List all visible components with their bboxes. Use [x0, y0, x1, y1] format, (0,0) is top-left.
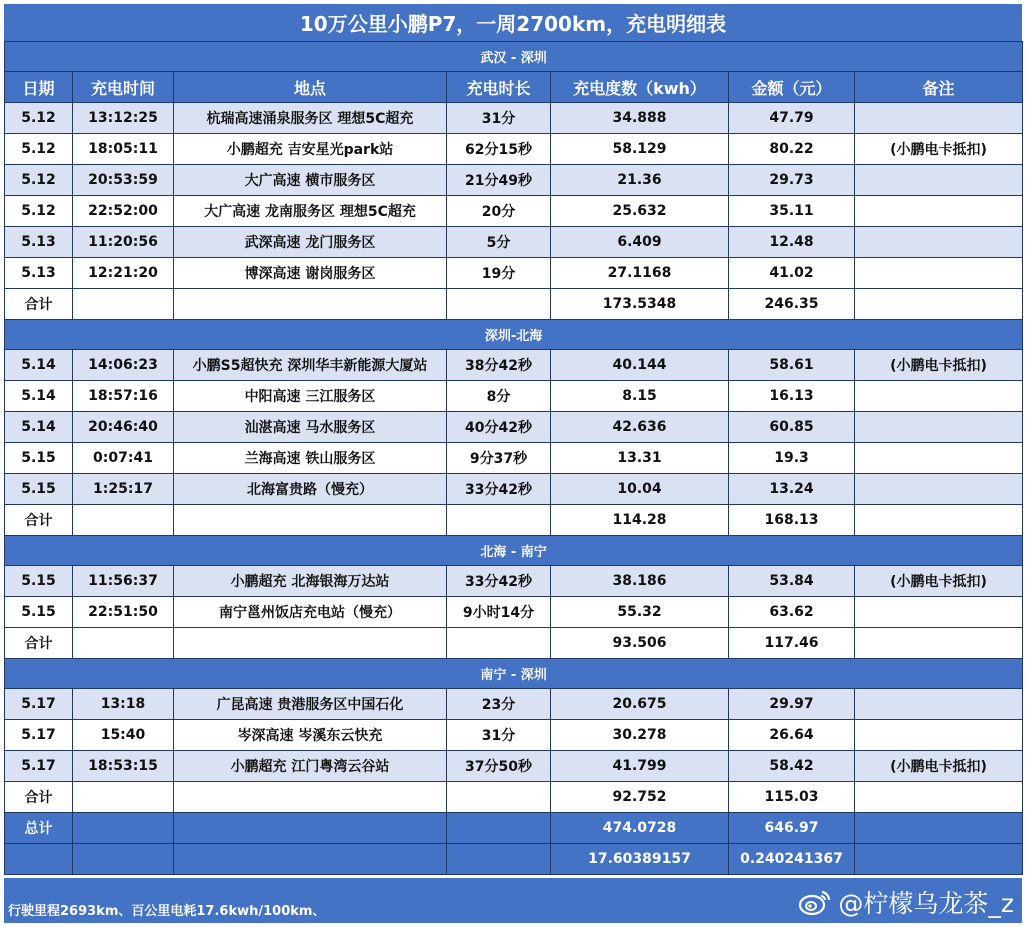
total-kwh: 474.0728: [551, 813, 729, 844]
location-cell: 大广高速 横市服务区: [174, 165, 447, 196]
amount-cell: 35.11: [729, 196, 855, 227]
kwh-cell: 25.632: [551, 196, 729, 227]
note-cell: [855, 474, 1023, 505]
subtotal-kwh: 173.5348: [551, 289, 729, 320]
subtotal-amount: 168.13: [729, 505, 855, 536]
location-cell: 杭瑞高速涌泉服务区 理想5C超充: [174, 103, 447, 134]
duration-cell: 38分42秒: [447, 350, 551, 381]
location-cell: 兰海高速 铁山服务区: [174, 443, 447, 474]
table-row: [5, 103, 1023, 134]
kwh-cell: 6.409: [551, 227, 729, 258]
amount-cell: 12.48: [729, 227, 855, 258]
empty-cell: [855, 813, 1023, 844]
column-header: 备注: [855, 72, 1023, 103]
note-cell: [855, 381, 1023, 412]
section-header-row: [5, 42, 1023, 72]
subtotal-row: [5, 289, 1023, 320]
location-cell: 汕湛高速 马水服务区: [174, 412, 447, 443]
table-row: [5, 227, 1023, 258]
subtotal-amount: 246.35: [729, 289, 855, 320]
date-cell: 5.15: [5, 474, 73, 505]
kwh-per-100km: 17.60389157: [551, 844, 729, 875]
duration-cell: 21分49秒: [447, 165, 551, 196]
amount-cell: 80.22: [729, 134, 855, 165]
duration-cell: 31分: [447, 720, 551, 751]
sheet-title: 10万公里小鹏P7，一周2700km，充电明细表: [4, 4, 1022, 41]
weibo-watermark: [798, 884, 1014, 920]
total-amount: 646.97: [729, 813, 855, 844]
date-cell: 5.17: [5, 720, 73, 751]
note-cell: [855, 412, 1023, 443]
time-cell: 22:51:50: [73, 597, 174, 628]
table-row: [5, 412, 1023, 443]
duration-cell: 9分37秒: [447, 443, 551, 474]
empty-cell: [447, 505, 551, 536]
column-header: 充电度数（kwh）: [551, 72, 729, 103]
amount-cell: 29.97: [729, 689, 855, 720]
duration-cell: 33分42秒: [447, 566, 551, 597]
amount-cell: 47.79: [729, 103, 855, 134]
duration-cell: 37分50秒: [447, 751, 551, 782]
date-cell: 5.15: [5, 443, 73, 474]
table-row: [5, 381, 1023, 412]
table-row: [5, 350, 1023, 381]
total-label: 总计: [5, 813, 73, 844]
date-cell: 5.14: [5, 381, 73, 412]
time-cell: 0:07:41: [73, 443, 174, 474]
empty-cell: [73, 813, 174, 844]
weibo-icon: [798, 888, 832, 916]
duration-cell: 62分15秒: [447, 134, 551, 165]
empty-cell: [447, 844, 551, 875]
amount-cell: 63.62: [729, 597, 855, 628]
empty-cell: [174, 628, 447, 659]
empty-cell: [174, 844, 447, 875]
location-cell: 小鹏超充 江门粤湾云谷站: [174, 751, 447, 782]
time-cell: 14:06:23: [73, 350, 174, 381]
note-cell: [855, 165, 1023, 196]
note-cell: [855, 597, 1023, 628]
amount-cell: 16.13: [729, 381, 855, 412]
table-row: [5, 720, 1023, 751]
empty-cell: [174, 782, 447, 813]
column-header-row: [5, 72, 1023, 103]
kwh-cell: 42.636: [551, 412, 729, 443]
empty-cell: [447, 628, 551, 659]
location-cell: 北海富贵路（慢充）: [174, 474, 447, 505]
amount-cell: 26.64: [729, 720, 855, 751]
empty-cell: [73, 289, 174, 320]
footer-bar: [4, 878, 1022, 923]
empty-cell: [73, 844, 174, 875]
note-cell: (小鹏电卡抵扣): [855, 751, 1023, 782]
kwh-cell: 8.15: [551, 381, 729, 412]
empty-cell: [855, 844, 1023, 875]
kwh-cell: 30.278: [551, 720, 729, 751]
section-title: 南宁 - 深圳: [5, 659, 1023, 689]
date-cell: 5.17: [5, 689, 73, 720]
kwh-cell: 55.32: [551, 597, 729, 628]
note-cell: (小鹏电卡抵扣): [855, 350, 1023, 381]
location-cell: 广昆高速 贵港服务区中国石化: [174, 689, 447, 720]
note-cell: [855, 443, 1023, 474]
duration-cell: 5分: [447, 227, 551, 258]
empty-cell: [5, 844, 73, 875]
subtotal-row: [5, 505, 1023, 536]
location-cell: 博深高速 谢岗服务区: [174, 258, 447, 289]
amount-cell: 58.61: [729, 350, 855, 381]
table-row: [5, 134, 1023, 165]
subtotal-kwh: 92.752: [551, 782, 729, 813]
subtotal-label: 合计: [5, 628, 73, 659]
time-cell: 1:25:17: [73, 474, 174, 505]
note-cell: [855, 720, 1023, 751]
column-header: 地点: [174, 72, 447, 103]
ratio-row: [5, 844, 1023, 875]
empty-cell: [73, 505, 174, 536]
table-row: [5, 751, 1023, 782]
empty-cell: [855, 628, 1023, 659]
time-cell: 12:21:20: [73, 258, 174, 289]
section-title: 北海 - 南宁: [5, 536, 1023, 566]
subtotal-kwh: 114.28: [551, 505, 729, 536]
empty-cell: [855, 289, 1023, 320]
subtotal-kwh: 93.506: [551, 628, 729, 659]
empty-cell: [174, 505, 447, 536]
amount-cell: 13.24: [729, 474, 855, 505]
column-header: 金额（元）: [729, 72, 855, 103]
section-header-row: [5, 659, 1023, 689]
location-cell: 武深高速 龙门服务区: [174, 227, 447, 258]
subtotal-amount: 117.46: [729, 628, 855, 659]
time-cell: 18:57:16: [73, 381, 174, 412]
empty-cell: [447, 782, 551, 813]
table-row: [5, 258, 1023, 289]
table-row: [5, 597, 1023, 628]
total-row: [5, 813, 1023, 844]
location-cell: 大广高速 龙南服务区 理想5C超充: [174, 196, 447, 227]
kwh-cell: 40.144: [551, 350, 729, 381]
subtotal-label: 合计: [5, 505, 73, 536]
column-header: 充电时间: [73, 72, 174, 103]
cost-per-kwh: 0.240241367: [729, 844, 855, 875]
amount-cell: 19.3: [729, 443, 855, 474]
kwh-cell: 10.04: [551, 474, 729, 505]
date-cell: 5.12: [5, 196, 73, 227]
table-row: [5, 165, 1023, 196]
note-cell: (小鹏电卡抵扣): [855, 566, 1023, 597]
note-cell: (小鹏电卡抵扣): [855, 134, 1023, 165]
date-cell: 5.12: [5, 134, 73, 165]
section-header-row: [5, 320, 1023, 350]
time-cell: 11:56:37: [73, 566, 174, 597]
amount-cell: 58.42: [729, 751, 855, 782]
duration-cell: 31分: [447, 103, 551, 134]
duration-cell: 20分: [447, 196, 551, 227]
subtotal-label: 合计: [5, 782, 73, 813]
subtotal-label: 合计: [5, 289, 73, 320]
empty-cell: [174, 289, 447, 320]
date-cell: 5.12: [5, 165, 73, 196]
subtotal-amount: 115.03: [729, 782, 855, 813]
date-cell: 5.15: [5, 566, 73, 597]
kwh-cell: 21.36: [551, 165, 729, 196]
kwh-cell: 27.1168: [551, 258, 729, 289]
table-row: [5, 443, 1023, 474]
table-row: [5, 196, 1023, 227]
subtotal-row: [5, 628, 1023, 659]
duration-cell: 33分42秒: [447, 474, 551, 505]
watermark-text: @柠檬乌龙茶_z: [838, 889, 1014, 918]
note-cell: [855, 103, 1023, 134]
kwh-cell: 41.799: [551, 751, 729, 782]
amount-cell: 41.02: [729, 258, 855, 289]
duration-cell: 9小时14分: [447, 597, 551, 628]
location-cell: 小鹏超充 北海银海万达站: [174, 566, 447, 597]
time-cell: 13:18: [73, 689, 174, 720]
note-cell: [855, 258, 1023, 289]
date-cell: 5.14: [5, 412, 73, 443]
amount-cell: 29.73: [729, 165, 855, 196]
empty-cell: [855, 505, 1023, 536]
empty-cell: [73, 782, 174, 813]
time-cell: 15:40: [73, 720, 174, 751]
duration-cell: 8分: [447, 381, 551, 412]
time-cell: 13:12:25: [73, 103, 174, 134]
time-cell: 22:52:00: [73, 196, 174, 227]
kwh-cell: 34.888: [551, 103, 729, 134]
empty-cell: [447, 289, 551, 320]
location-cell: 南宁邕州饭店充电站（慢充）: [174, 597, 447, 628]
footer-note: 行驶里程2693km、百公里电耗17.6kwh/100km、: [8, 904, 326, 919]
date-cell: 5.12: [5, 103, 73, 134]
duration-cell: 23分: [447, 689, 551, 720]
empty-cell: [855, 782, 1023, 813]
column-header: 充电时长: [447, 72, 551, 103]
time-cell: 11:20:56: [73, 227, 174, 258]
date-cell: 5.13: [5, 227, 73, 258]
empty-cell: [73, 628, 174, 659]
table-row: [5, 474, 1023, 505]
section-title: 深圳-北海: [5, 320, 1023, 350]
note-cell: [855, 227, 1023, 258]
location-cell: 小鹏S5超快充 深圳华丰新能源大厦站: [174, 350, 447, 381]
amount-cell: 53.84: [729, 566, 855, 597]
charging-table: [4, 41, 1023, 875]
note-cell: [855, 689, 1023, 720]
empty-cell: [447, 813, 551, 844]
kwh-cell: 13.31: [551, 443, 729, 474]
location-cell: 小鹏超充 吉安星光park站: [174, 134, 447, 165]
time-cell: 20:46:40: [73, 412, 174, 443]
empty-cell: [174, 813, 447, 844]
date-cell: 5.13: [5, 258, 73, 289]
subtotal-row: [5, 782, 1023, 813]
date-cell: 5.15: [5, 597, 73, 628]
section-header-row: [5, 536, 1023, 566]
location-cell: 中阳高速 三江服务区: [174, 381, 447, 412]
note-cell: [855, 196, 1023, 227]
table-row: [5, 689, 1023, 720]
time-cell: 20:53:59: [73, 165, 174, 196]
section-title: 武汉 - 深圳: [5, 42, 1023, 72]
date-cell: 5.17: [5, 751, 73, 782]
amount-cell: 60.85: [729, 412, 855, 443]
time-cell: 18:05:11: [73, 134, 174, 165]
date-cell: 5.14: [5, 350, 73, 381]
time-cell: 18:53:15: [73, 751, 174, 782]
column-header: 日期: [5, 72, 73, 103]
duration-cell: 19分: [447, 258, 551, 289]
duration-cell: 40分42秒: [447, 412, 551, 443]
kwh-cell: 20.675: [551, 689, 729, 720]
kwh-cell: 58.129: [551, 134, 729, 165]
kwh-cell: 38.186: [551, 566, 729, 597]
location-cell: 岑深高速 岑溪东云快充: [174, 720, 447, 751]
table-row: [5, 566, 1023, 597]
